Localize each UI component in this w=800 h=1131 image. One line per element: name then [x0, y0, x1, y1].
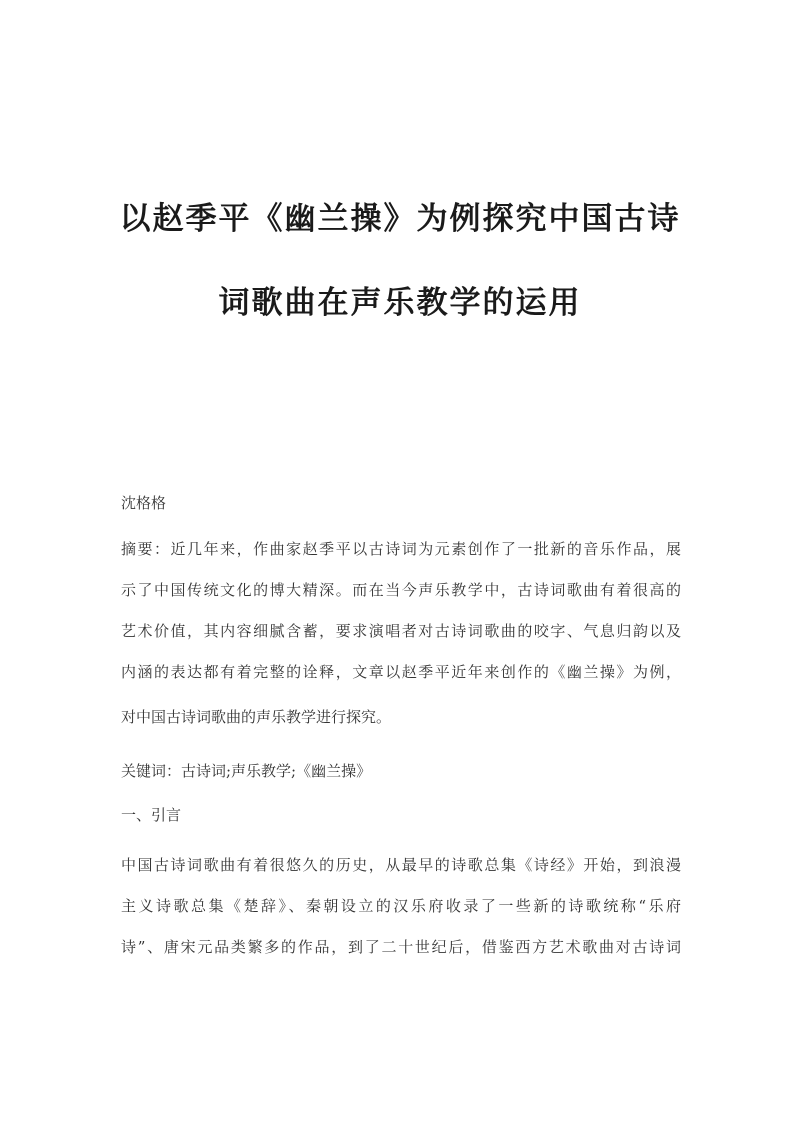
paper-title-line-2: 词歌曲在声乐教学的运用 — [218, 285, 582, 321]
paper-title-line-1: 以赵季平《幽兰操》为例探究中国古诗 — [119, 201, 681, 237]
keywords: 关键词：古诗词;声乐教学;《幽兰操》 — [121, 762, 372, 780]
abstract-line-3: 艺术价值，其内容细腻含蓄，要求演唱者对古诗词歌曲的咬字、气息归韵以及 — [121, 622, 681, 640]
paragraph-line-3: 诗”、唐宋元品类繁多的作品，到了二十世纪后，借鉴西方艺术歌曲对古诗词 — [121, 938, 681, 956]
author-name: 沈格格 — [121, 494, 167, 512]
section-heading-introduction: 一、引言 — [121, 806, 182, 824]
abstract-line-4: 内涵的表达都有着完整的诠释，文章以赵季平近年来创作的《幽兰操》为例， — [121, 663, 681, 681]
abstract-line-5: 对中国古诗词歌曲的声乐教学进行探究。 — [121, 708, 392, 726]
abstract-line-2: 示了中国传统文化的博大精深。而在当今声乐教学中，古诗词歌曲有着很高的 — [121, 581, 681, 599]
paragraph-line-2: 主义诗歌总集《楚辞》、秦朝设立的汉乐府收录了一些新的诗歌统称“乐府 — [121, 897, 681, 915]
abstract-line-1: 摘要：近几年来，作曲家赵季平以古诗词为元素创作了一批新的音乐作品，展 — [121, 540, 681, 558]
paragraph-line-1: 中国古诗词歌曲有着很悠久的历史，从最早的诗歌总集《诗经》开始，到浪漫 — [121, 856, 681, 874]
